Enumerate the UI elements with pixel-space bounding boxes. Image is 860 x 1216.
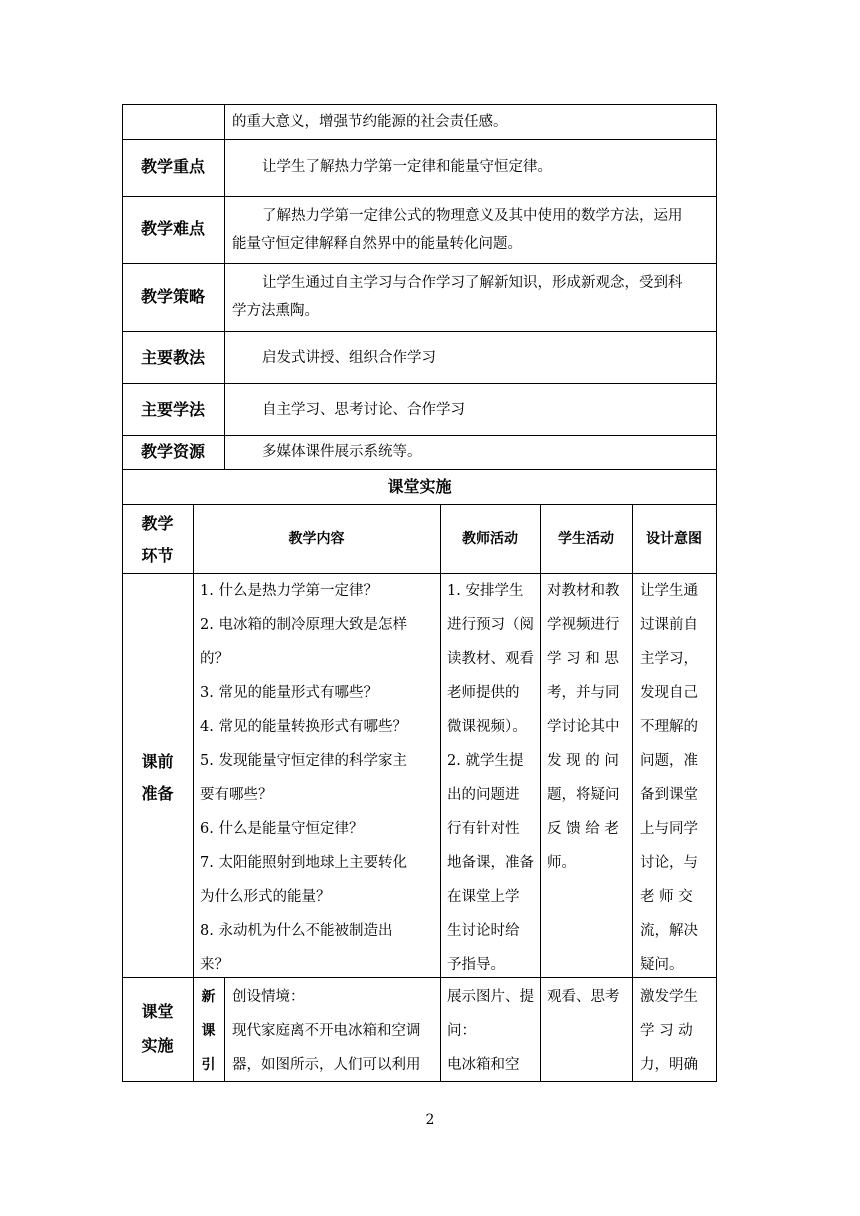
table-rule bbox=[122, 383, 717, 384]
page-number: 2 bbox=[425, 1112, 435, 1128]
pre-class-stage-line-2: 准备 bbox=[141, 784, 174, 803]
table-rule bbox=[122, 139, 717, 140]
teaching-method-text: 启发式讲授、组织合作学习 bbox=[262, 350, 436, 366]
table-rule bbox=[440, 504, 441, 1082]
list-item: 6. 什么是能量守恒定律？ bbox=[200, 821, 364, 837]
sub-stage-char: 新 bbox=[201, 989, 216, 1005]
header-teacher: 教师活动 bbox=[462, 531, 518, 547]
list-item: 读教材、观看 bbox=[447, 651, 534, 667]
in-class-student: 观看、思考 bbox=[547, 989, 620, 1005]
sub-stage-char: 引 bbox=[201, 1057, 216, 1073]
list-item: 1. 什么是热力学第一定律？ bbox=[200, 583, 378, 599]
list-item: 来？ bbox=[200, 957, 229, 973]
table-rule bbox=[122, 196, 717, 197]
pre-class-teacher bbox=[447, 574, 539, 982]
difficulties-line-2: 能量守恒定律解释自然界中的能量转化问题。 bbox=[232, 236, 522, 252]
in-class-stage-line-2: 实施 bbox=[141, 1036, 174, 1055]
table-rule bbox=[122, 331, 717, 332]
list-item: 2. 电冰箱的制冷原理大致是怎样 bbox=[200, 617, 407, 633]
list-item: 1. 安排学生 bbox=[447, 583, 524, 599]
table-rule bbox=[122, 435, 717, 436]
key-points-label: 教学重点 bbox=[140, 157, 205, 176]
list-item: 微课视频）。 bbox=[447, 719, 527, 735]
list-item: 学 习 动 bbox=[640, 1023, 693, 1039]
list-item: 展示图片、提 bbox=[447, 989, 534, 1005]
list-item: 不理解的 bbox=[640, 719, 698, 735]
list-item: 师。 bbox=[547, 855, 576, 871]
list-item: 4. 常见的能量转换形式有哪些？ bbox=[200, 719, 407, 735]
table-rule bbox=[122, 263, 717, 264]
table-rule bbox=[632, 504, 633, 1082]
key-points-text: 让学生了解热力学第一定律和能量守恒定律。 bbox=[262, 159, 552, 175]
in-class-teacher bbox=[447, 980, 539, 1082]
list-item: 疑问。 bbox=[640, 957, 684, 973]
list-item: 主学习， bbox=[640, 651, 698, 667]
list-item: 问： bbox=[447, 1023, 476, 1039]
list-item: 要有哪些？ bbox=[200, 787, 273, 803]
list-item: 3. 常见的能量形式有哪些？ bbox=[200, 685, 378, 701]
header-content: 教学内容 bbox=[288, 531, 345, 547]
list-item: 的？ bbox=[200, 651, 229, 667]
list-item: 创设情境： bbox=[232, 989, 305, 1005]
in-class-stage-line-1: 课堂 bbox=[141, 1002, 174, 1021]
strategy-line-2: 学方法熏陶。 bbox=[232, 303, 319, 319]
pre-class-stage-line-1: 课前 bbox=[141, 752, 174, 771]
list-item: 为什么形式的能量？ bbox=[200, 889, 331, 905]
list-item: 题，将疑问 bbox=[547, 787, 620, 803]
in-class-content bbox=[232, 980, 438, 1082]
list-item: 学讨论其中 bbox=[547, 719, 620, 735]
sub-stage-label bbox=[193, 980, 224, 1082]
list-item: 8. 永动机为什么不能被制造出 bbox=[200, 923, 393, 939]
list-item: 上与同学 bbox=[640, 821, 698, 837]
list-item: 现代家庭离不开电冰箱和空调 bbox=[232, 1023, 421, 1039]
table-rule bbox=[716, 104, 717, 1082]
learning-method-text: 自主学习、思考讨论、合作学习 bbox=[262, 402, 465, 418]
header-stage-line-1: 教学 bbox=[141, 514, 174, 533]
pre-class-intent bbox=[640, 574, 716, 982]
strategy-label: 教学策略 bbox=[140, 287, 205, 306]
header-stage-line-2: 环节 bbox=[141, 546, 174, 565]
list-item: 问题，准 bbox=[640, 753, 698, 769]
sub-stage-char: 课 bbox=[201, 1023, 216, 1039]
list-item: 在课堂上学 bbox=[447, 889, 520, 905]
goal-continuation-text: 的重大意义，增强节约能源的社会责任感。 bbox=[232, 114, 508, 130]
table-rule bbox=[122, 104, 123, 1082]
list-item: 备到课堂 bbox=[640, 787, 698, 803]
list-item: 发现自己 bbox=[640, 685, 698, 701]
teaching-method-label: 主要教法 bbox=[140, 348, 205, 367]
list-item: 学视频进行 bbox=[547, 617, 620, 633]
table-rule bbox=[540, 504, 541, 1082]
list-item: 对教材和教 bbox=[547, 583, 620, 599]
list-item: 行有针对性 bbox=[447, 821, 520, 837]
resources-label: 教学资源 bbox=[140, 442, 205, 461]
list-item: 过课前自 bbox=[640, 617, 698, 633]
list-item: 讨论，与 bbox=[640, 855, 698, 871]
pre-class-student bbox=[547, 574, 631, 880]
list-item: 生讨论时给 bbox=[447, 923, 520, 939]
list-item: 让学生通 bbox=[640, 583, 698, 599]
list-item: 老师提供的 bbox=[447, 685, 520, 701]
list-item: 流，解决 bbox=[640, 923, 698, 939]
table-rule bbox=[122, 104, 717, 105]
list-item: 力，明确 bbox=[640, 1057, 698, 1073]
pre-class-content bbox=[200, 574, 436, 982]
list-item: 发 现 的 问 bbox=[547, 753, 619, 769]
list-item: 5. 发现能量守恒定律的科学家主 bbox=[200, 753, 407, 769]
learning-method-label: 主要学法 bbox=[140, 400, 205, 419]
resources-text: 多媒体课件展示系统等。 bbox=[262, 444, 422, 460]
table-rule bbox=[224, 977, 225, 1082]
list-item: 学 习 和 思 bbox=[547, 651, 619, 667]
list-item: 反 馈 给 老 bbox=[547, 821, 619, 837]
list-item: 考，并与同 bbox=[547, 685, 620, 701]
header-student: 学生活动 bbox=[558, 531, 614, 547]
table-rule bbox=[122, 504, 717, 505]
list-item: 2. 就学生提 bbox=[447, 753, 524, 769]
implementation-title: 课堂实施 bbox=[387, 477, 452, 496]
table-rule bbox=[224, 104, 225, 470]
strategy-line-1: 让学生通过自主学习与合作学习了解新知识，形成新观念，受到科 bbox=[262, 275, 683, 291]
list-item: 进行预习（阅 bbox=[447, 617, 534, 633]
list-item: 器，如图所示，人们可以利用 bbox=[232, 1057, 421, 1073]
difficulties-line-1: 了解热力学第一定律公式的物理意义及其中使用的数学方法，运用 bbox=[262, 208, 683, 224]
list-item: 出的问题进 bbox=[447, 787, 520, 803]
list-item: 地备课，准备 bbox=[447, 855, 534, 871]
list-item: 老 师 交 bbox=[640, 889, 693, 905]
difficulties-label: 教学难点 bbox=[140, 219, 205, 238]
list-item: 电冰箱和空 bbox=[447, 1057, 520, 1073]
list-item: 7. 太阳能照射到地球上主要转化 bbox=[200, 855, 407, 871]
table-rule bbox=[122, 469, 717, 470]
list-item: 激发学生 bbox=[640, 989, 698, 1005]
in-class-intent bbox=[640, 980, 716, 1082]
header-intent: 设计意图 bbox=[646, 531, 702, 547]
list-item: 予指导。 bbox=[447, 957, 505, 973]
